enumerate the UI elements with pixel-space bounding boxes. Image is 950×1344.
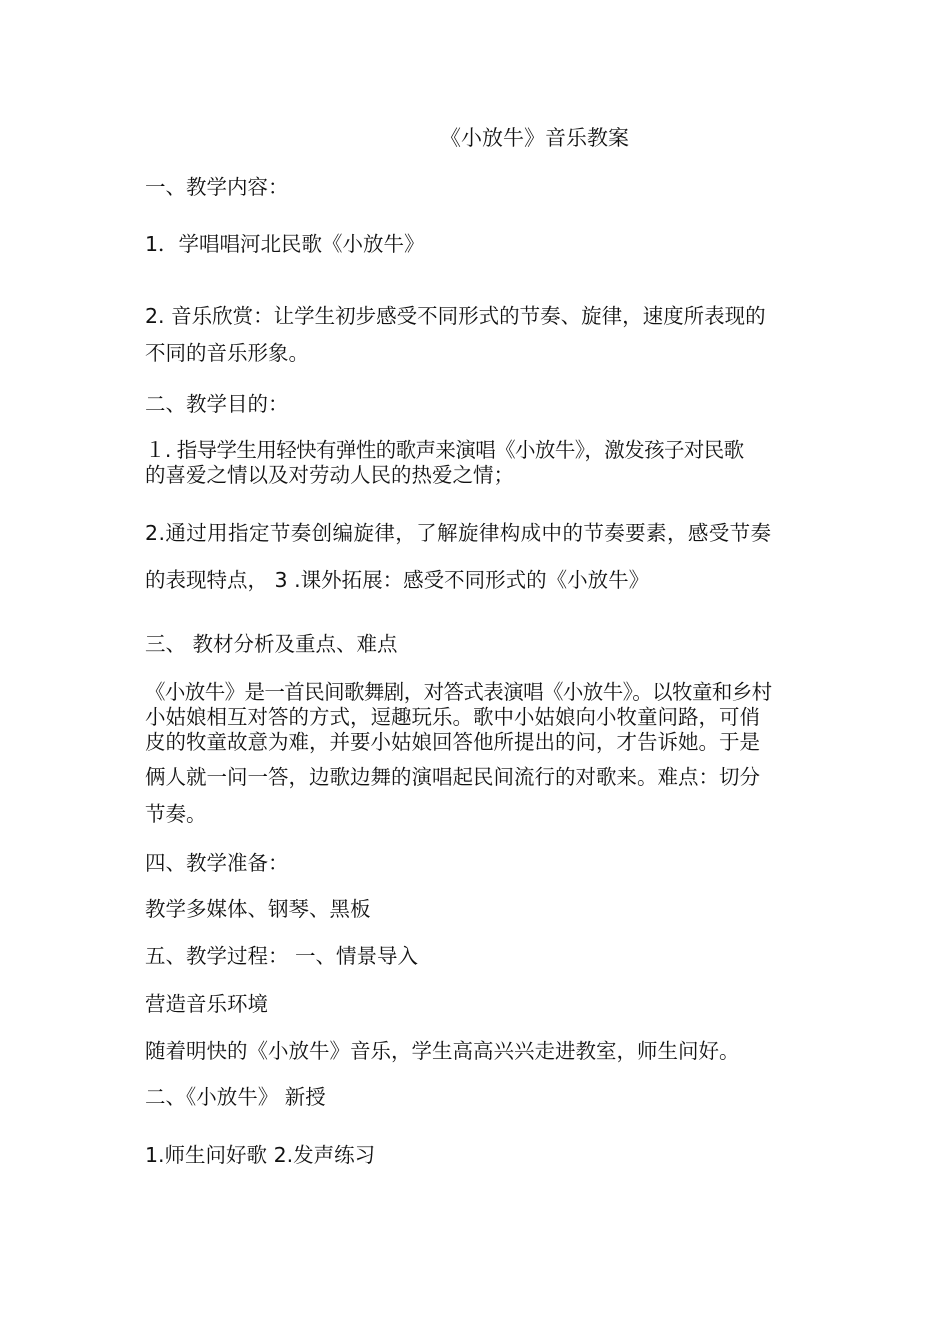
text-line: 的喜爱之情以及对劳动人民的热爱之情；: [145, 463, 514, 487]
section-heading-analysis: 三、 教材分析及重点、难点: [145, 632, 398, 656]
text-line: 小姑娘相互对答的方式，逗趣玩乐。歌中小姑娘向小牧童问路，可俏: [145, 705, 760, 729]
text-line: 随着明快的《小放牛》音乐，学生高高兴兴走进教室，师生问好。: [145, 1039, 740, 1063]
text-line: 2.通过用指定节奏创编旋律，了解旋律构成中的节奏要素，感受节奏: [145, 521, 772, 545]
text-line: １. 指导学生用轻快有弹性的歌声来演唱《小放牛》，激发孩子对民歌: [145, 438, 744, 462]
document-title: 《小放牛》音乐教案: [440, 126, 629, 150]
text-line: 营造音乐环境: [145, 992, 268, 1016]
text-line: 教学多媒体、钢琴、黑板: [145, 897, 371, 921]
text-line: 二、《小放牛》 新授: [145, 1085, 326, 1109]
section-heading-preparation: 四、教学准备：: [145, 851, 289, 875]
text-line: 俩人就一问一答，边歌边舞的演唱起民间流行的对歌来。难点：切分: [145, 765, 760, 789]
text-line: 不同的音乐形象。: [145, 341, 309, 365]
text-line: 的表现特点， 3 .课外拓展：感受不同形式的《小放牛》: [145, 568, 650, 592]
text-line: 1．学唱唱河北民歌《小放牛》: [145, 232, 425, 256]
section-heading-content: 一、教学内容：: [145, 175, 289, 199]
text-line: 节奏。: [145, 802, 207, 826]
text-line: 1.师生问好歌 2.发声练习: [145, 1143, 376, 1167]
section-heading-process: 五、教学过程： 一、情景导入: [145, 944, 419, 968]
text-line: 《小放牛》是一首民间歌舞剧，对答式表演唱《小放牛》。以牧童和乡村: [145, 680, 772, 704]
text-line: 皮的牧童故意为难，并要小姑娘回答他所提出的问，才告诉她。于是: [145, 730, 760, 754]
section-heading-objectives: 二、教学目的：: [145, 392, 289, 416]
text-line: 2. 音乐欣赏：让学生初步感受不同形式的节奏、旋律，速度所表现的: [145, 304, 766, 328]
